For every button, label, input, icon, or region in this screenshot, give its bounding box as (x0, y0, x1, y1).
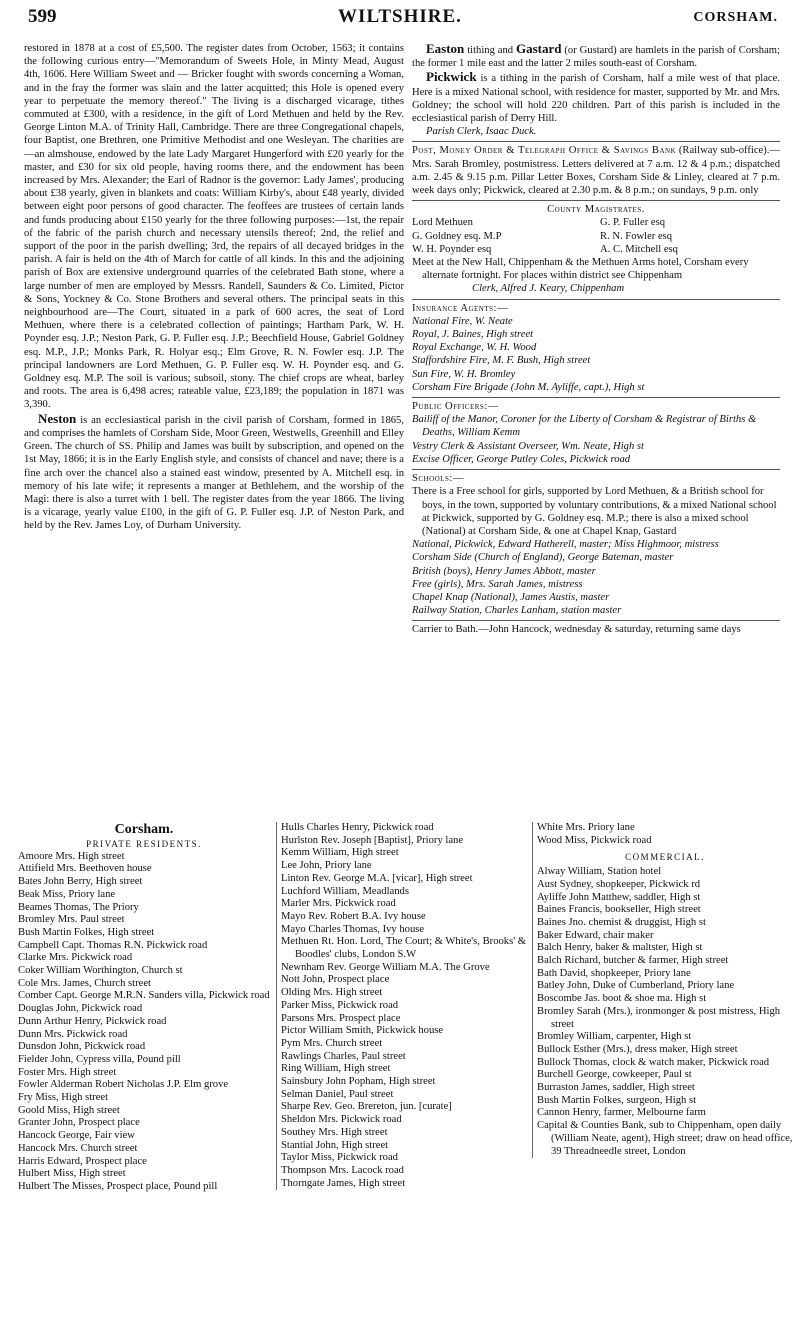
railway-station: Railway Station, Charles Lanham, station master (412, 605, 622, 617)
resident-entry: Dunsdon John, Pickwick road (18, 1041, 146, 1053)
resident-entry: Sainsbury John Popham, High street (281, 1076, 436, 1088)
neston-heading: Neston (38, 410, 77, 426)
commercial-entry: Cannon Henry, farmer, Melbourne farm (537, 1107, 706, 1119)
resident-entry: Foster Mrs. High street (18, 1066, 117, 1078)
magistrate: G. Goldney esq. M.P (412, 230, 502, 242)
school-entry: Corsham Side (Church of England), George Bateman, master (412, 552, 674, 564)
commercial-entry: Baines Francis, bookseller, High street (537, 904, 701, 916)
resident-entry: Thorngate James, High street (281, 1177, 406, 1189)
schools-heading: Schools:— (412, 473, 464, 485)
post-office-text: (Railway sub-office).—Mrs. Sarah Bromley, postmistress. Letters delivered at 7 a.m. 12 & 4 p.m.; dispatched a.m. 2.45 & 9.15 p.m. Pillar Letter Boxes, Corsham Side & Linley, cleared at 7 p.m. week days only; Pickwick, cleared at 2.30 p.m. & 8 p.m.; on sundays, 9 p.m. only (412, 145, 780, 197)
directory-column-3 (532, 822, 793, 1158)
resident-entry: Lee John, Priory lane (281, 860, 372, 872)
commercial-entry: Baines Jno. chemist & druggist, High st (537, 916, 706, 928)
insurance-agent: Sun Fire, W. H. Bromley (412, 368, 516, 380)
resident-entry: Amoore Mrs. High street (18, 850, 125, 862)
resident-entry: Attifield Mrs. Beethoven house (18, 863, 152, 875)
resident-entry: Bromley Mrs. Paul street (18, 914, 125, 926)
neston-paragraph (24, 412, 404, 533)
pickwick-paragraph (412, 70, 780, 125)
resident-entry: Bush Martin Folkes, High street (18, 926, 155, 938)
directory-column-2 (276, 822, 533, 1190)
commercial-entry: Bush Martin Folkes, surgeon, High st (537, 1094, 697, 1106)
commercial-entry: Batley John, Duke of Cumberland, Priory lane (537, 980, 735, 992)
resident-entry: Methuen Rt. Hon. Lord, The Court; & White's, Brooks' & Boodles' clubs, London S.W (281, 936, 527, 961)
school-entry: Free (girls), Mrs. Sarah James, mistress (412, 578, 583, 590)
easton-description: (or Gustard) are hamlets in the parish of Corsham; the former 1 mile east and the latter 2 miles south-east of Corsham. (412, 45, 780, 70)
pickwick-description: is a tithing in the parish of Corsham, half a mile west of that place. Here is a mixed National school, with residence for master, supported by Mr. and Mrs. Goldney; the school will hold 220 children. Part of this parish is included in the ecclesiastical parish of Derry Hill. (412, 73, 780, 125)
town-title: CORSHAM. (693, 10, 778, 25)
resident-entry: Dunn Arthur Henry, Pickwick road (18, 1015, 167, 1027)
resident-entry: Ring William, High street (281, 1063, 391, 1075)
gastard-heading: Gastard (515, 41, 562, 56)
magistrates-heading: County Magistrates. (547, 204, 645, 216)
pickwick-heading: Pickwick (426, 69, 477, 85)
officers-heading: Public Officers:— (412, 401, 499, 413)
schools-section (412, 469, 780, 617)
neston-description: is an ecclesiastical parish in the civil parish of Corsham, formed in 1865, and comprises the hamlets of Corsham Side, Moor Green, Westwells, Greenhill and Elley Green. The church of SS. Philip and James was built by subscription, and opened on the 1st May, 1866; it is in the Early English style, and consists of chancel and nave; there is a fine arch over the chancel also a stained east window, presented by A. Mitchell esq. in memory of his late wife; it represents a manger at Bethlehem, and the worship of the Magi: there is also a turret with 1 bell. The register dates from the year 1866. The living is a vicarage, yearly value £100, in the gift of G. P. Fuller esq. J.P. of Neston Park, and held by the Rev. James Loy, of Durham University. (24, 414, 405, 532)
resident-entry: Bates John Berry, High street (18, 876, 143, 888)
resident-entry: Coker William Worthington, Church st (18, 965, 183, 977)
private-residents-heading: PRIVATE RESIDENTS. (86, 839, 202, 849)
resident-entry: Rawlings Charles, Paul street (281, 1050, 406, 1062)
magistrates-meeting: Meet at the New Hall, Chippenham & the Methuen Arms hotel, Corsham every alternate fortnight. For places within district see Chippenham (412, 257, 749, 282)
commercial-entry: Bath David, shopkeeper, Priory lane (537, 967, 691, 979)
resident-entry: Hulbert The Misses, Prospect place, Pound pill (18, 1180, 218, 1192)
right-text-column (412, 42, 780, 637)
commercial-entry: Bullock Esther (Mrs.), dress maker, High street (537, 1043, 738, 1055)
commercial-list (537, 866, 793, 1158)
commercial-entry: Baker Edward, chair maker (537, 929, 654, 941)
resident-entry: Nott John, Prospect place (281, 974, 390, 986)
commercial-entry: Bullock Thomas, clock & watch maker, Pickwick road (537, 1056, 770, 1068)
commercial-entry: Boscombe Jas. boot & shoe ma. High st (537, 993, 707, 1005)
resident-entry: Stantial John, High street (281, 1139, 389, 1151)
resident-entry: Thompson Mrs. Lacock road (281, 1164, 404, 1176)
commercial-entry: Bromley William, carpenter, High st (537, 1031, 692, 1043)
resident-entry: Luchford William, Meadlands (281, 885, 409, 897)
school-entry: Chapel Knap (National), James Austis, master (412, 591, 610, 603)
magistrates-section (412, 200, 780, 295)
resident-entry: Parker Miss, Pickwick road (281, 999, 399, 1011)
commercial-entry: Aust Sydney, shopkeeper, Pickwick rd (537, 878, 701, 890)
resident-entry: Mayo Charles Thomas, Ivy house (281, 923, 425, 935)
resident-entry: Beak Miss, Priory lane (18, 888, 116, 900)
school-entry: National, Pickwick, Edward Hatherell, master; Miss Highmoor, mistress (412, 539, 719, 551)
resident-entry: Wood Miss, Pickwick road (537, 834, 652, 846)
resident-entry: Comber Capt. George M.R.N. Sanders villa, Pickwick road (18, 990, 270, 1002)
insurance-agent: Staffordshire Fire, M. F. Bush, High street (412, 355, 591, 367)
commercial-entry: Balch Richard, butcher & farmer, High street (537, 955, 729, 967)
public-officer: Bailiff of the Manor, Coroner for the Liberty of Corsham & Registrar of Births & Deaths, William Kemm (412, 414, 757, 439)
county-title: WILTSHIRE. (338, 6, 462, 27)
insurance-heading: Insurance Agents:— (412, 302, 509, 314)
easton-connector: tithing and (467, 45, 514, 56)
page-number: 599 (28, 6, 57, 27)
resident-entry: Mayo Rev. Robert B.A. Ivy house (281, 910, 426, 922)
resident-entry: White Mrs. Priory lane (537, 822, 635, 833)
easton-paragraph (412, 42, 780, 70)
post-office-heading: Post, Money Order & Telegraph Office & Savings Bank (412, 145, 677, 157)
private-residents-list-continued (281, 822, 533, 1190)
insurance-section (412, 299, 780, 394)
resident-entry: Granter John, Prospect place (18, 1117, 140, 1129)
page-header (0, 4, 800, 32)
left-text-column (24, 42, 404, 533)
magistrate: G. P. Fuller esq (600, 217, 666, 229)
fire-brigade: Corsham Fire Brigade (John M. Ayliffe, capt.), High st (412, 381, 645, 393)
resident-entry: Taylor Miss, Pickwick road (281, 1152, 398, 1164)
post-office-section (412, 141, 780, 197)
commercial-heading: COMMERCIAL. (625, 852, 705, 863)
carrier-section (412, 620, 780, 636)
insurance-agent: Royal Exchange, W. H. Wood (412, 342, 537, 354)
resident-entry: Harris Edward, Prospect place (18, 1155, 147, 1167)
schools-description: There is a Free school for girls, supported by Lord Methuen, & a British school for boys, in the town, supported by voluntary contributions, & a mixed National school at Pickwick, supported by G. Goldney esq. M.P.; there is also a mixed school (National) at Corsham Side, & one at Chapel Knap, Gastard (412, 486, 777, 537)
carrier-entry: Carrier to Bath.—John Hancock, wednesday & saturday, returning same days (412, 624, 741, 636)
resident-entry: Fry Miss, High street (18, 1092, 109, 1104)
commercial-entry: Balch Henry, baker & maltster, High st (537, 942, 703, 954)
resident-entry: Beames Thomas, The Priory (18, 901, 139, 913)
resident-entry: Dunn Mrs. Pickwick road (18, 1028, 128, 1040)
resident-entry: Douglas John, Pickwick road (18, 1003, 143, 1015)
resident-entry: Newnham Rev. George William M.A. The Grove (281, 961, 490, 973)
resident-entry: Selman Daniel, Paul street (281, 1088, 394, 1100)
commercial-entry: Capital & Counties Bank, sub to Chippenham, open daily (William Neate, agent), High street; draw on head office, 39 Threadneedle street, London (537, 1120, 793, 1157)
resident-entry: Hulbert Miss, High street (18, 1168, 126, 1180)
magistrate: A. C. Mitchell esq (600, 243, 678, 255)
officers-section (412, 397, 780, 466)
school-entry: British (boys), Henry James Abbott, master (412, 565, 596, 577)
public-officer: Vestry Clerk & Assistant Overseer, Wm. Neate, High st (412, 440, 644, 452)
resident-entry: Clarke Mrs. Pickwick road (18, 952, 133, 964)
resident-entry: Marler Mrs. Pickwick road (281, 898, 396, 910)
resident-entry: Fielder John, Cypress villa, Pound pill (18, 1053, 181, 1065)
parish-clerk: Parish Clerk, Isaac Duck. (426, 126, 537, 138)
magistrates-clerk: Clerk, Alfred J. Keary, Chippenham (472, 283, 625, 295)
resident-entry: Pym Mrs. Church street (281, 1037, 383, 1049)
resident-entry: Southey Mrs. High street (281, 1126, 388, 1138)
easton-heading: Easton (426, 41, 465, 56)
commercial-entry: Ayliffe John Matthew, saddler, High st (537, 891, 701, 903)
resident-entry: Fowler Alderman Robert Nicholas J.P. Elm grove (18, 1079, 229, 1091)
resident-entry: Goold Miss, High street (18, 1104, 120, 1116)
resident-entry: Hurlston Rev. Joseph [Baptist], Priory lane (281, 834, 464, 846)
post-office-entry (412, 144, 780, 197)
commercial-entry: Bromley Sarah (Mrs.), ironmonger & post mistress, High street (537, 1005, 781, 1030)
resident-entry: Sharpe Rev. Geo. Brereton, jun. [curate] (281, 1101, 452, 1113)
magistrate: R. N. Fowler esq (600, 230, 673, 242)
resident-entry: Kemm William, High street (281, 847, 399, 859)
resident-entry: Sheldon Mrs. Pickwick road (281, 1114, 402, 1126)
insurance-agent: Royal, J. Baines, High street (412, 329, 534, 341)
directory-column-1 (18, 822, 270, 1194)
resident-entry: Cole Mrs. James, Church street (18, 977, 151, 989)
resident-entry: Olding Mrs. High street (281, 987, 383, 999)
resident-entry: Parsons Mrs. Prospect place (281, 1012, 401, 1024)
resident-entry: Linton Rev. George M.A. [vicar], High street (281, 872, 473, 884)
directory-title: Corsham. (114, 822, 174, 837)
insurance-agent: National Fire, W. Neate (412, 315, 513, 327)
public-officer: Excise Officer, George Putley Coles, Pickwick road (412, 453, 631, 465)
private-residents-list (18, 851, 270, 1194)
magistrate: Lord Methuen (412, 217, 473, 229)
commercial-entry: Alway William, Station hotel (537, 866, 662, 878)
resident-entry: Hulls Charles Henry, Pickwick road (281, 822, 434, 833)
magistrate: W. H. Poynder esq (412, 243, 492, 255)
resident-entry: Hancock George, Fair view (18, 1130, 135, 1142)
commercial-entry: Burchell George, cowkeeper, Paul st (537, 1069, 692, 1081)
resident-entry: Campbell Capt. Thomas R.N. Pickwick road (18, 939, 208, 951)
corsham-description: restored in 1878 at a cost of £5,500. The register dates from October, 1563; it contains the following curious entry—"Memorandum of Sweets Hole, in Minty Mead, August 4th, 1606. Here William Sweet and — Bricker fought with swords concerning a Woman, and in the fray the former was slain and the latter acquitted; this Hole is opened every year to perpetuate the memory thereof." The living is a discharged vicarage, tithes commuted at £300, with a residence, in the gift of Lord Methuen and held by the Rev. George Linton M.A. of Trinity Hall, Cambridge. There are three Congregational chapels, four Baptist, one Brethren, one Primitive Methodist and one Wesleyan. The charities are—an almshouse, endowed by the late Lady Margaret Hungerford with £20 yearly for the master, and £30 for six old people, having rooms there, and the endowment has been increased by Mrs. Alexander; the Earl of Radnor is the governor: Lady James', producing about £38 yearly, given in blankets and coats: William Kirby's, about £48 yearly, divided between eight poor persons of good character. The feoffees are trustees of certain lands and funds producing about £150 yearly for the three following purposes:—1st, the repair of the fabric of the parish church and necessary utensils thereof; 2nd, the relief and support of the poor in the parish dwelling; 3rd, the repairs of all decayed bridges in the parish. A fair is held on the 4th of March for cattle of all kinds. In this and the adjoining parish of Box are extensive underground quarries of the celebrated Bath stone, where a large number of men are employed by Messrs. Randell, Saunders & Co. Limited, Pictor & Sons, Yockney & Co. Stone Brothers and several others. The principal seats in this neighbourhood are—The Court, situated in a park of 600 acres, the seat of Lord Methuen, where there is a celebrated collection of paintings; Hartham Park, W. H. Poynder esq. J.P.; Neston Park, G. P. Fuller esq. J.P.; Beechfield House, Gabriel Goldney esq. M.P., J.P.; Monks Park, R. Holyar esq.; Elm Grove, R. N. Fowler esq. J.P. The principal landowners are Lord Methuen, G. P. Fuller esq. W. H. Poynder esq. and G. Goldney esq. M.P. The soil is various; subsoil, stony. The chief crops are wheat, barley and roots. The area is 6,498 acres; rateable value, £23,189; the population in 1871 was 3,390. (24, 43, 404, 411)
resident-entry: Hancock Mrs. Church street (18, 1142, 138, 1154)
magistrates-list (412, 216, 780, 256)
commercial-entry: Burraston James, saddler, High street (537, 1082, 695, 1094)
resident-entry: Pictor William Smith, Pickwick house (281, 1025, 444, 1037)
private-residents-list-end (537, 822, 793, 847)
